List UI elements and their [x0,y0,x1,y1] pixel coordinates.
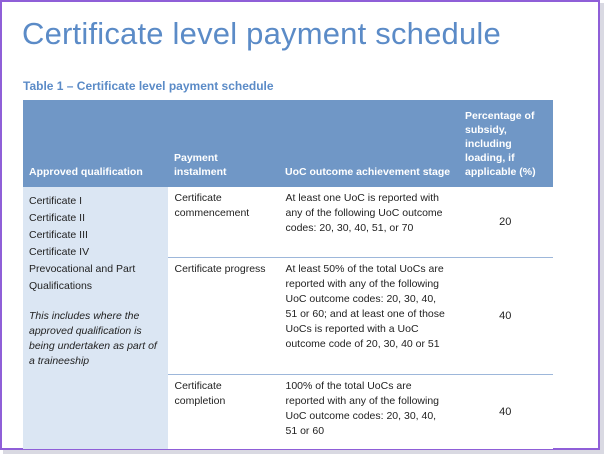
header-percentage: Percentage of subsidy, including loading, if applicable (%) [457,100,553,187]
page-title: Certificate level payment schedule [22,16,501,51]
header-qualification: Approved qualification [23,100,168,187]
table-caption: Table 1 – Certificate level payment schedule [23,79,274,93]
percentage-cell: 40 [457,375,553,450]
qualification-item: Certificate III [29,229,88,241]
header-instalment: Payment instalment [168,100,279,187]
header-stage: UoC outcome achievement stage [279,100,457,187]
percentage-cell: 20 [457,187,553,258]
instalment-cell: Certificate commencement [168,187,279,258]
percentage-cell: 40 [457,258,553,375]
stage-cell: At least one UoC is reported with any of the following UoC outcome codes: 20, 30, 40, 51, or 70 [279,187,457,258]
table-header-row [23,100,553,187]
payment-schedule-table [23,100,553,449]
qualification-item: Certificate II [29,212,86,224]
instalment-cell: Certificate progress [168,258,279,375]
table-row [23,187,553,258]
qualification-item: Prevocational and Part Qualifications [29,263,136,292]
stage-cell: 100% of the total UoCs are reported with any of the following UoC outcome codes: 20, 30, 40, 51 or 60 [279,375,457,450]
qualification-item: Certificate I [29,195,83,207]
qualification-item: Certificate IV [29,246,90,258]
stage-cell: At least 50% of the total UoCs are reported with any of the following UoC outcome codes: 20, 30, 40, 51 or 60; and at least one of those UoCs is reported with a UoC outcome code of 20, 30, 40 or 51 [279,258,457,375]
instalment-cell: Certificate completion [168,375,279,450]
qualification-note: This includes where the approved qualification is being undertaken as part of a traineeship [29,310,157,367]
qualification-cell [23,187,168,449]
